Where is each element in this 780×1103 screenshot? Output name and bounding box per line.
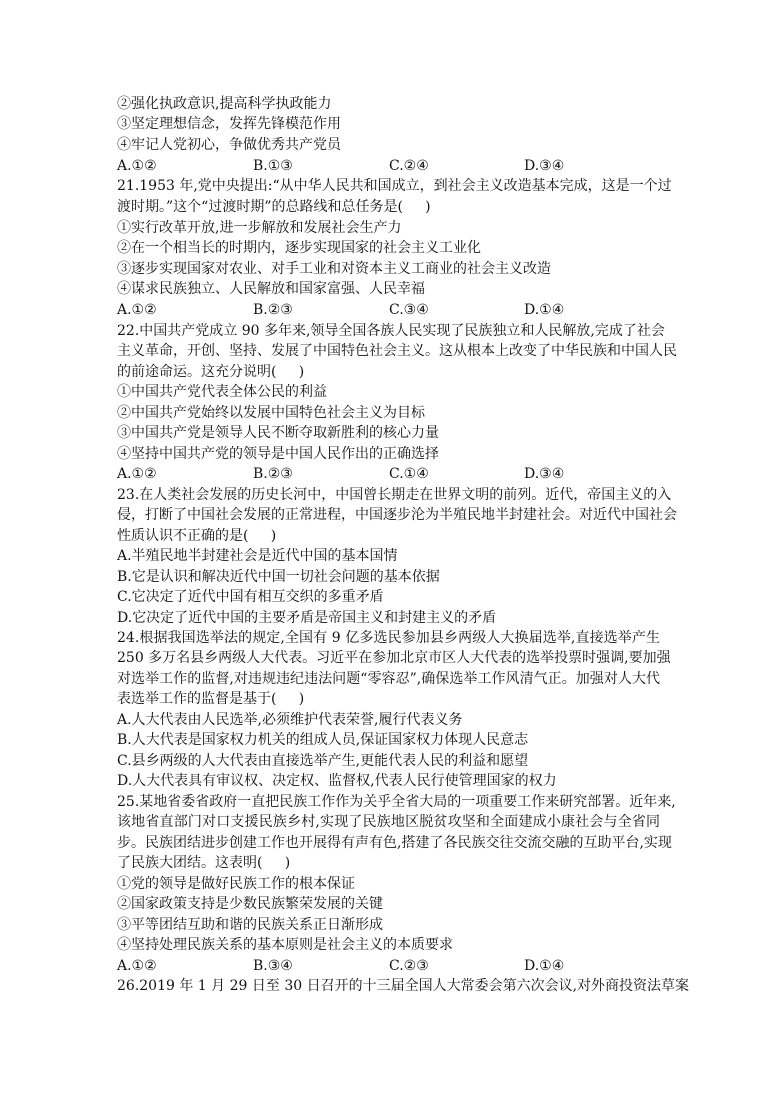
choice-c: C.①④ bbox=[389, 466, 429, 482]
q21-option: ③逐步实现国家对农业、对手工业和对资本主义工商业的社会主义改造 bbox=[117, 261, 551, 277]
q25-option: ①党的领导是做好民族工作的根本保证 bbox=[117, 876, 355, 892]
q22-stem-line: 主义革命，开创、坚持、发展了中国特色社会主义。这从根本上改变了中华民族和中国人民 bbox=[117, 343, 677, 359]
q20-statement-4: ④牢记人党初心，争做优秀共产党员 bbox=[117, 137, 341, 153]
choice-b: B.①③ bbox=[253, 158, 293, 174]
choice-c: C.③④ bbox=[389, 302, 429, 318]
q23-option-b: B.它是认识和解决近代中国一切社会问题的基本依据 bbox=[117, 569, 440, 585]
choice-c: C.②④ bbox=[389, 158, 429, 174]
q22-choices bbox=[117, 464, 660, 484]
choice-d: D.①④ bbox=[524, 302, 565, 318]
q22-option: ②中国共产党始终以发展中国特色社会主义为目标 bbox=[117, 405, 425, 421]
q25-option: ④坚持处理民族关系的基本原则是社会主义的本质要求 bbox=[117, 937, 453, 953]
q24-option-b: B.人大代表是国家权力机关的组成人员,保证国家权力体现人民意志 bbox=[117, 732, 529, 748]
q25-option: ②国家政策支持是少数民族繁荣发展的关键 bbox=[117, 896, 383, 912]
q24-option-d: D.人大代表具有审议权、决定权、监督权,代表人民行使管理国家的权力 bbox=[117, 773, 557, 789]
q25-stem-line: 25.某地省委省政府一直把民族工作作为关乎全省大局的一项重要工作来研究部署。近年来, bbox=[117, 794, 676, 810]
q23-option-a: A.半殖民地半封建社会是近代中国的基本国情 bbox=[117, 548, 398, 564]
q25-stem-line: 该地省直部门对口支援民族乡村,实现了民族地区脱贫攻坚和全面建成小康社会与全省同 bbox=[117, 814, 660, 830]
q25-stem-line: 步。民族团结进步创建工作也开展得有声有色,搭建了各民族交往交流交融的互助平台,实现 bbox=[117, 835, 672, 851]
choice-a: A.①② bbox=[117, 302, 157, 318]
q23-option-c: C.它决定了近代中国有相互交织的多重矛盾 bbox=[117, 589, 384, 605]
q22-stem-line: 的前途命运。这充分说明( ) bbox=[117, 364, 305, 380]
q23-stem-line: 性质认识不正确的是( ) bbox=[117, 528, 277, 544]
q25-option: ③平等团结互助和谐的民族关系正日渐形成 bbox=[117, 917, 383, 933]
q22-option: ④坚持中国共产党的领导是中国人民作出的正确选择 bbox=[117, 446, 439, 462]
q21-option: ④谋求民族独立、人民解放和国家富强、人民幸福 bbox=[117, 281, 425, 297]
choice-a: A.①② bbox=[117, 466, 157, 482]
q21-stem-line: 21.1953 年,党中央提出:“从中华人民共和国成立，到社会主义改造基本完成，这是一个过 bbox=[117, 178, 672, 194]
q21-stem-line: 渡时期。”这个“过渡时期”的总路线和总任务是( ) bbox=[117, 199, 431, 215]
q20-statement-3: ③坚定理想信念，发挥先锋模范作用 bbox=[117, 116, 341, 132]
q24-stem-line: 250 多万名县乡两级人大代表。习近平在参加北京市区人大代表的选举投票时强调,要加强 bbox=[117, 650, 671, 666]
choice-b: B.③④ bbox=[253, 958, 293, 974]
q23-stem-line: 23.在人类社会发展的历史长河中，中国曾长期走在世界文明的前列。近代，帝国主义的入 bbox=[117, 487, 672, 503]
q25-stem-line: 了民族大团结。这表明( ) bbox=[117, 855, 291, 871]
q22-stem-line: 22.中国共产党成立 90 多年来,领导全国各族人民实现了民族独立和人民解放,完成了社会 bbox=[117, 323, 665, 339]
q24-stem-line: 对选举工作的监督,对违规违纪违法问题“零容忍”,确保选举工作风清气正。加强对人大代 bbox=[117, 671, 660, 687]
q23-option-d: D.它决定了近代中国的主要矛盾是帝国主义和封建主义的矛盾 bbox=[117, 610, 497, 626]
choice-d: D.③④ bbox=[524, 466, 565, 482]
q25-choices bbox=[117, 956, 660, 976]
choice-b: B.②③ bbox=[253, 466, 293, 482]
choice-c: C.②③ bbox=[389, 958, 429, 974]
choice-b: B.②③ bbox=[253, 302, 293, 318]
q21-choices bbox=[117, 300, 660, 320]
choice-a: A.①② bbox=[117, 158, 157, 174]
q24-option-a: A.人大代表由人民选举,必须维护代表荣誉,履行代表义务 bbox=[117, 712, 463, 728]
q23-stem-line: 侵，打断了中国社会发展的正常进程，中国逐步沦为半殖民地半封建社会。对近代中国社会 bbox=[117, 507, 677, 523]
q24-stem-line: 24.根据我国选举法的规定,全国有 9 亿多选民参加县乡两级人大换届选举,直接选举产生 bbox=[117, 630, 660, 646]
q22-option: ①中国共产党代表全体公民的利益 bbox=[117, 384, 327, 400]
choice-a: A.①② bbox=[117, 958, 157, 974]
choice-d: D.③④ bbox=[524, 158, 565, 174]
q22-option: ③中国共产党是领导人民不断夺取新胜利的核心力量 bbox=[117, 425, 439, 441]
q26-stem-line: 26.2019 年 1 月 29 日至 30 日召开的十三届全国人大常委会第六次会议,对外商投资法草案 bbox=[117, 978, 690, 994]
q20-statement-2: ②强化执政意识,提高科学执政能力 bbox=[117, 96, 332, 112]
q24-stem-line: 表选举工作的监督是基于( ) bbox=[117, 691, 305, 707]
q21-option: ②在一个相当长的时期内，逐步实现国家的社会主义工业化 bbox=[117, 240, 481, 256]
q24-option-c: C.县乡两级的人大代表由直接选举产生,更能代表人民的利益和愿望 bbox=[117, 753, 529, 769]
q21-option: ①实行改革开放,进一步解放和发展社会生产力 bbox=[117, 220, 402, 236]
choice-d: D.①④ bbox=[524, 958, 565, 974]
q20-choices bbox=[117, 156, 660, 176]
